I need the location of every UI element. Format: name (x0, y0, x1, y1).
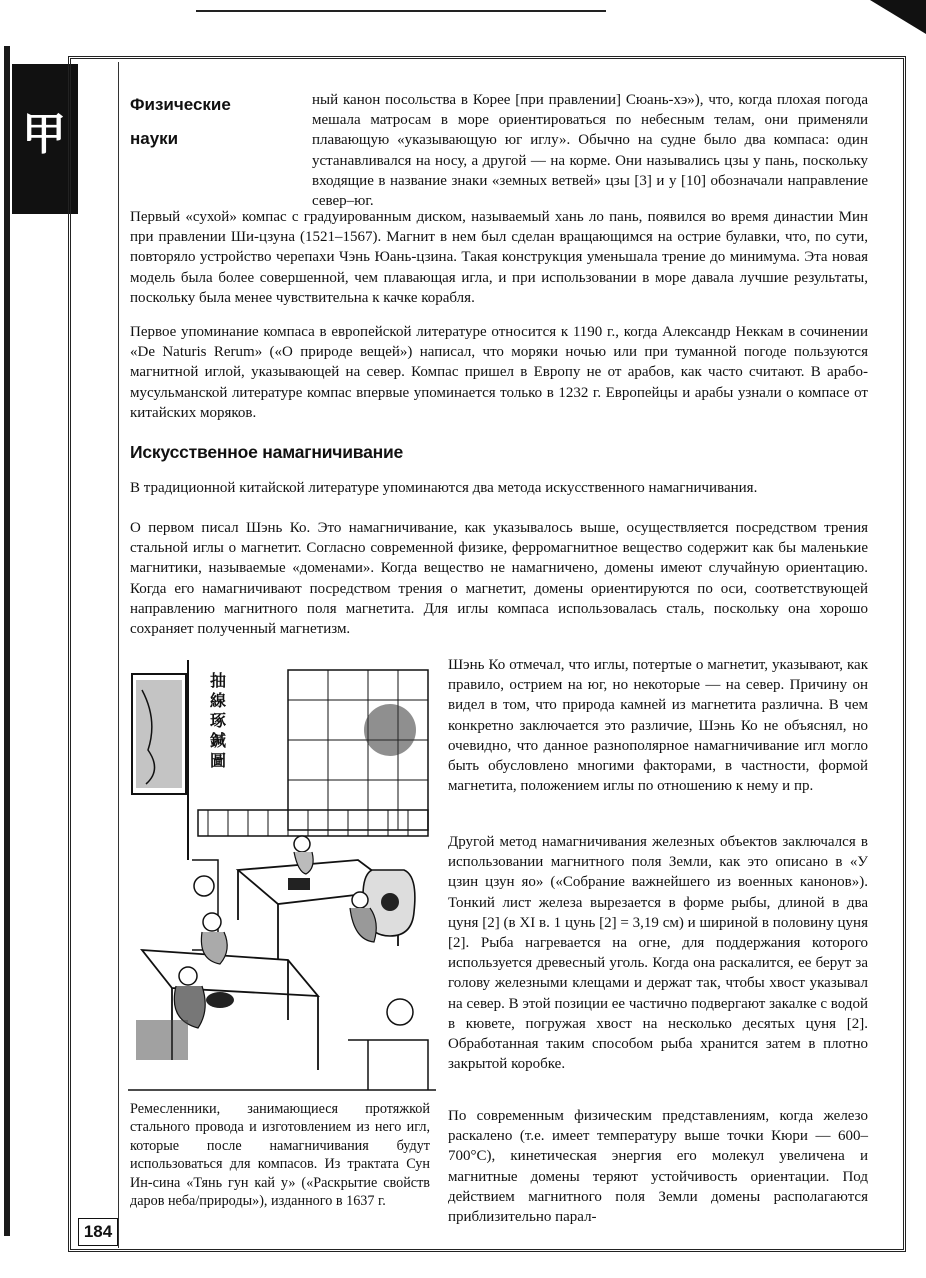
paragraph-2: Первый «сухой» компас с градуированным диском, называемый хань ло пань, появился во время династии Мин при правлении Ши-цзуна (1521–1567). Магнит в нем был сделан вращающимся на острие булавки, что, по сути, повторяло устройство черепахи Чэнь Юань-цзина. Такая конструкция уменьшала трение до минимума. Эта новая модель была более совершенной, чем плавающая игла, и при использовании в море давала лучшие результаты, поскольку была менее чувствительна к качке корабля. (130, 209, 868, 306)
paragraph-6: Шэнь Ко отмечал, что иглы, потертые о магнетит, указывают, как правило, острием на юг, но некоторые — на север. Причину он видел в том, что природа камней из магнетита различна. В чем конкретно заключается это различие, Шэнь Ко не объяснял, но очевидно, что данное разнополярное намагничивание игл могло быть обусловлено многими факторами, в частности, формой магнетита, положением иглы по отношению к нему и пр. (448, 657, 868, 795)
header-rule (196, 10, 606, 12)
paragraph-7: Другой метод намагничивания железных объектов заключался в использовании магнитного поля Земли, как это описано в «У цзин цзун яо» («Собрание важнейшего из военных канонов»). Тонкий лист железа вырезается в форме рыбы, длиной в два цуня [2] (в XI в. 1 цунь [2] = 3,19 см) и шириной в половину цуня [2]. Рыба нагревается на огне, для поддержания которого используется древесный уголь. Когда она раскалится, ее берут за голову железными клещами и держат так, чтобы хвост указывал на север. В этой позиции ее частично подвергают закалке с водой в кювете, погружая хвост на несколько десятых цуня [2]. Обработанная таким способом рыба хранится затем в плотно закрытой коробке. (448, 834, 868, 1073)
chapter-tab-glyph: 甲 (22, 109, 66, 160)
svg-text:圖: 圖 (209, 751, 227, 770)
paragraph-4: В традиционной китайской литературе упоминаются два метода искусственного намагничивания. (130, 480, 758, 496)
svg-text:線: 線 (209, 691, 227, 710)
section-heading: Искусственное намагничивание (130, 442, 404, 462)
figure-caption: Ремесленники, занимающиеся протяжкой стального провода и изготовлением из него игл, которые после намагничивания будут использоваться для компасов. Из трактата Сун Ин-сина «Тянь гун кай у» («Раскрытие свойств даров неба/природы»), изданного в 1637 г. (130, 1101, 430, 1210)
paragraph-1: ный канон посольства в Корее [при правлении] Сюань-хэ»), что, когда плохая погода мешала матросам в море ориентироваться по небесным телам, они применяли плавающую «указывающую юг иглу». Обычно на судне было два компаса: один устанавливался на носу, а другой — на корме. Они назывались цзы у пань, поскольку входящие в название знаки «земных ветвей» цзы [3] и у [10] обозначали направление север–юг. (312, 92, 868, 210)
section-label-line1: Физические (130, 95, 231, 114)
page-number: 184 (78, 1218, 118, 1246)
svg-text:抽: 抽 (209, 671, 227, 690)
svg-text:鍼: 鍼 (209, 731, 227, 750)
margin-rule (118, 62, 119, 1248)
svg-text:琢: 琢 (209, 711, 227, 730)
section-label-line2: науки (130, 129, 179, 148)
left-margin-band (4, 46, 10, 1236)
paragraph-8: По современным физическим представлениям, когда железо раскалено (т.е. имеет температуру выше точки Кюри — 600–700°С), кинетическая энергия его молекул увеличена и магнитные домены теряют устойчивость ориентации. Под действием магнитного поля Земли домены располагаются приблизительно парал- (448, 1108, 868, 1226)
woodblock-illustration (128, 660, 436, 1092)
paragraph-3: Первое упоминание компаса в европейской литературе относится к 1190 г., когда Александр Неккам в сочинении «De Naturis Rerum» («О природе вещей») написал, что моряки ночью или при туманной погоде пользуются магнитной иглой, указывающей на север. Компас пришел в Европу не от арабов, как часто считают. В арабо-мусульманской литературе компас впервые упоминается только в 1232 г. Европейцы и арабы узнали о компасе от китайских моряков. (130, 324, 868, 421)
corner-mark (870, 0, 926, 34)
section-label (130, 88, 290, 156)
paragraph-5: О первом писал Шэнь Ко. Это намагничивание, как указывалось выше, осуществляется посредством трения стальной иглы о магнетит. Согласно современной физике, ферромагнитное вещество содержит как бы маленькие магнитики, называемые «доменами». Когда вещество не намагничено, домены имеют случайную ориентацию. Когда его намагничивают посредством трения о магнетит, домены ориентируются по оси, соответствующей направлению магнитного поля магнетита. Для иглы компаса использовалась сталь, поскольку она хорошо сохраняет полученный магнетизм. (130, 520, 868, 638)
